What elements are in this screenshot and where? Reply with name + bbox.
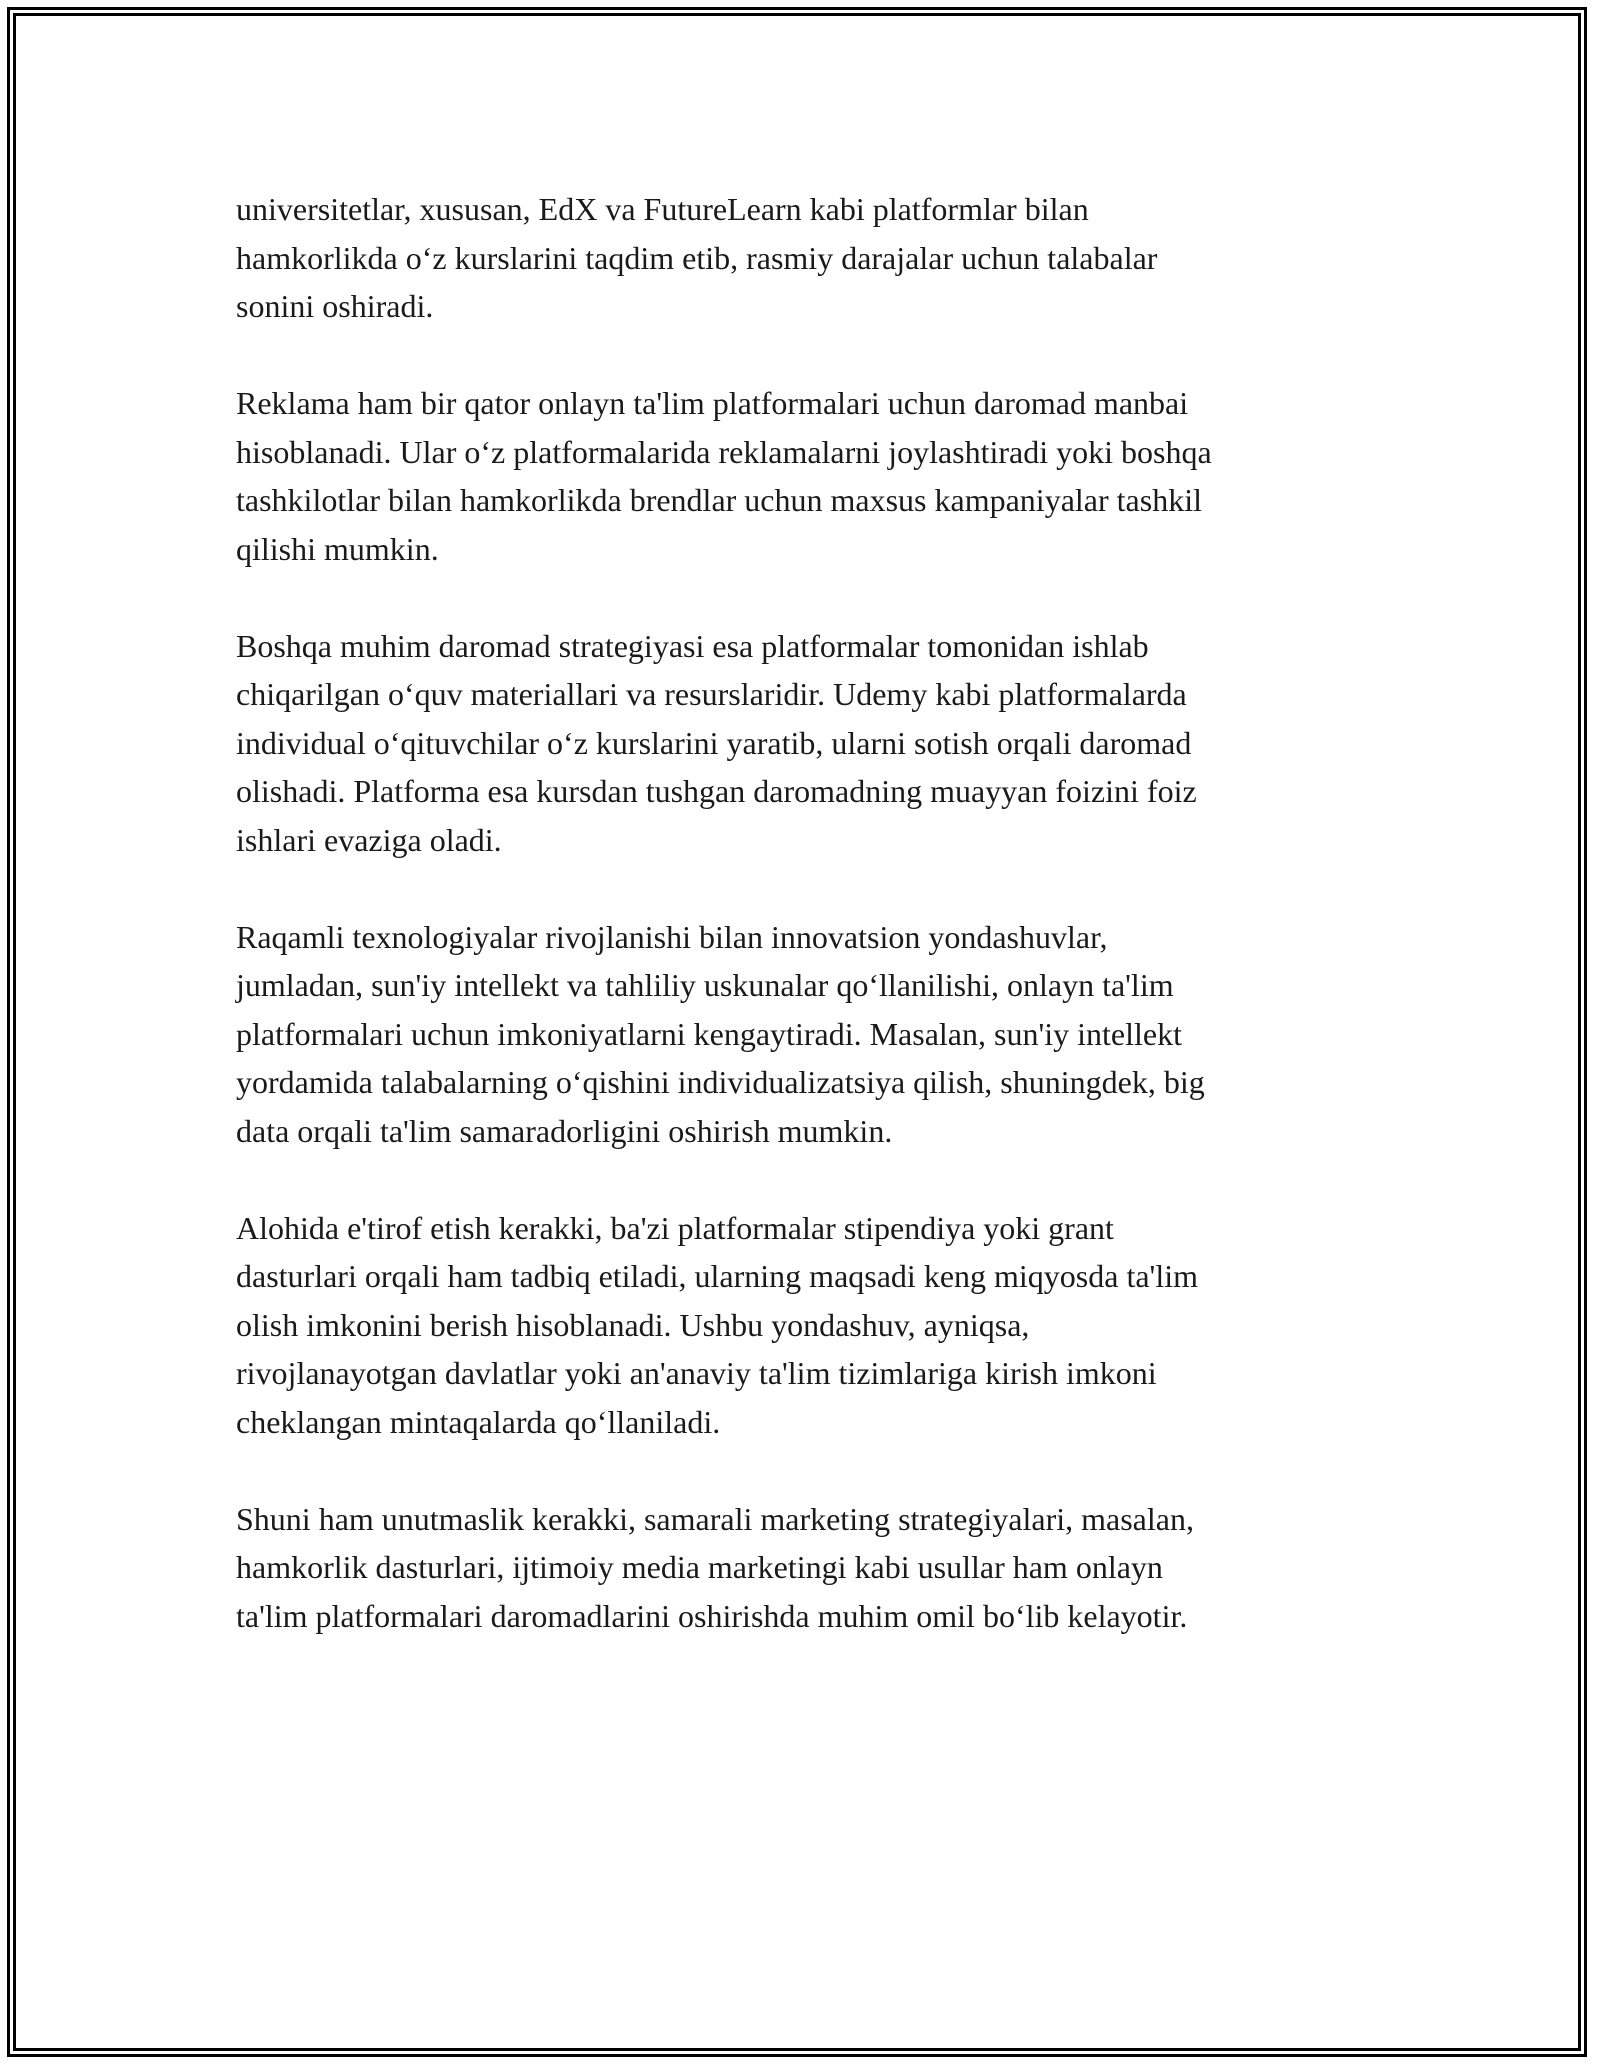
paragraph-1: universitetlar, xususan, EdX va FutureLearn kabi platformlar bilan hamkorlikda o‘z kurslarini taqdim etib, rasmiy darajalar uchun talabalar sonini oshiradi. [236, 191, 1158, 324]
paragraph-6: Shuni ham unutmaslik kerakki, samarali marketing strategiyalari, masalan, hamkorlik dasturlari, ijtimoiy media marketingi kabi usullar ham onlayn ta'lim platformalari daromadlarini oshirishda muhim omil bo‘lib kelayotir. [236, 1500, 1194, 1634]
paragraph-4: Raqamli texnologiyalar rivojlanishi bilan innovatsion yondashuvlar, jumladan, sun'iy intellekt va tahliliy uskunalar qo‘llanilishi, onlayn ta'lim platformalari uchun imkoniyatlarni kengaytiradi. Masalan, sun'iy intellekt yordamida talabalarning o‘qishini individualizatsiya qilish, shuningdek, big data orqali ta'lim samaradorligini oshirish mumkin. [236, 918, 1205, 1149]
document-body [236, 185, 1366, 1689]
paragraph-2: Reklama ham bir qator onlayn ta'lim platformalari uchun daromad manbai hisoblanadi. Ular o‘z platformalarida reklamalarni joylashtiradi yoki boshqa tashkilotlar bilan hamkorlikda brendlar uchun maxsus kampaniyalar tashkil qilishi mumkin. [236, 385, 1212, 567]
paragraph-3: Boshqa muhim daromad strategiyasi esa platformalar tomonidan ishlab chiqarilgan o‘quv materiallari va resurslaridir. Udemy kabi platformalarda individual o‘qituvchilar o‘z kurslarini yaratib, ularni sotish orqali daromad olishadi. Platforma esa kursdan tushgan daromadning muayyan foizini foiz ishlari evaziga oladi. [236, 627, 1197, 858]
paragraph-5: Alohida e'tirof etish kerakki, ba'zi platformalar stipendiya yoki grant dasturlari orqali ham tadbiq etiladi, ularning maqsadi keng miqyosda ta'lim olish imkonini berish hisoblanadi. Ushbu yondashuv, ayniqsa, rivojlanayotgan davlatlar yoki an'anaviy ta'lim tizimlariga kirish imkoni cheklangan mintaqalarda qo‘llaniladi. [236, 1209, 1198, 1440]
